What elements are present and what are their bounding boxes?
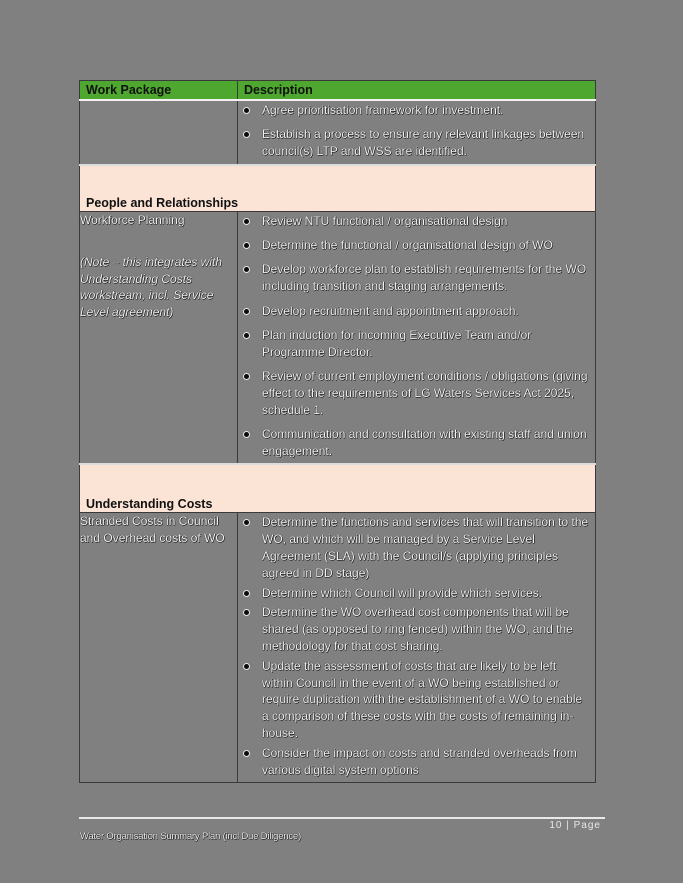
section-title: Understanding Costs: [80, 464, 596, 513]
section-row-people-and-relationships: [80, 165, 596, 212]
description-cell: [238, 211, 596, 464]
work-package-table: [79, 80, 596, 783]
description-bullet: Update the assessment of costs that are likely to be left within Council in the event of a WO being established or require duplication with the establishment of a WO to enable a comparison of these costs with the costs of remaining in-house.: [262, 658, 589, 742]
description-bullet: Agree prioritisation framework for investment.: [262, 102, 589, 119]
description-bullet: Determine the functional / organisational design of WO: [262, 237, 589, 254]
table-row: [80, 211, 596, 464]
description-cell: [238, 100, 596, 165]
table-row: [80, 513, 596, 783]
description-bullet: Develop workforce plan to establish requirements for the WO including transition and staging arrangements.: [262, 261, 589, 295]
table-header-row: [80, 81, 596, 101]
description-bullet: Consider the impact on costs and stranded overheads from various digital system options: [262, 745, 589, 779]
footer-divider: [79, 817, 605, 819]
description-bullet: Plan induction for incoming Executive Team and/or Programme Director.: [262, 327, 589, 361]
column-header-work-package: Work Package: [80, 81, 238, 101]
work-package-name: Workforce Planning: [80, 212, 185, 227]
description-bullet: Review NTU functional / organisational design: [262, 213, 589, 230]
description-bullet: Communication and consultation with existing staff and union engagement.: [262, 426, 589, 460]
description-bullet: Determine which Council will provide which services.: [262, 585, 589, 602]
table-row: [80, 100, 596, 165]
work-package-cell: [80, 513, 238, 783]
section-title: People and Relationships: [80, 165, 596, 212]
description-bullet: Establish a process to ensure any relevant linkages between council(s) LTP and WSS are identified.: [262, 126, 589, 160]
description-bullet: Develop recruitment and appointment approach.: [262, 303, 589, 320]
column-header-description: Description: [238, 81, 596, 101]
description-bullet: Determine the WO overhead cost components that will be shared (as opposed to ring fenced) within the WO, and the methodology for that cost sharing.: [262, 604, 589, 654]
page-number: 10 | Page: [549, 820, 601, 831]
work-package-name: Stranded Costs in Council and Overhead costs of WO: [80, 514, 225, 545]
work-package-note: (Note – this integrates with Understanding Costs workstream, incl. Service Level agreement): [80, 255, 223, 319]
description-cell: [238, 513, 596, 783]
description-bullet: Determine the functions and services that will transition to the WO, and which will be managed by a Service Level Agreement (SLA) with the Council/s (applying principles agreed in DD stage): [262, 515, 589, 580]
footer-document-title: Water Organisation Summary Plan (incl Due Diligence): [80, 831, 302, 842]
section-row-understanding-costs: [80, 464, 596, 513]
work-package-cell: [80, 100, 238, 165]
description-bullet: Review of current employment conditions / obligations (giving effect to the requirements of LG Waters Services Act 2025, schedule 1.: [262, 368, 588, 417]
work-package-cell: [80, 211, 238, 464]
